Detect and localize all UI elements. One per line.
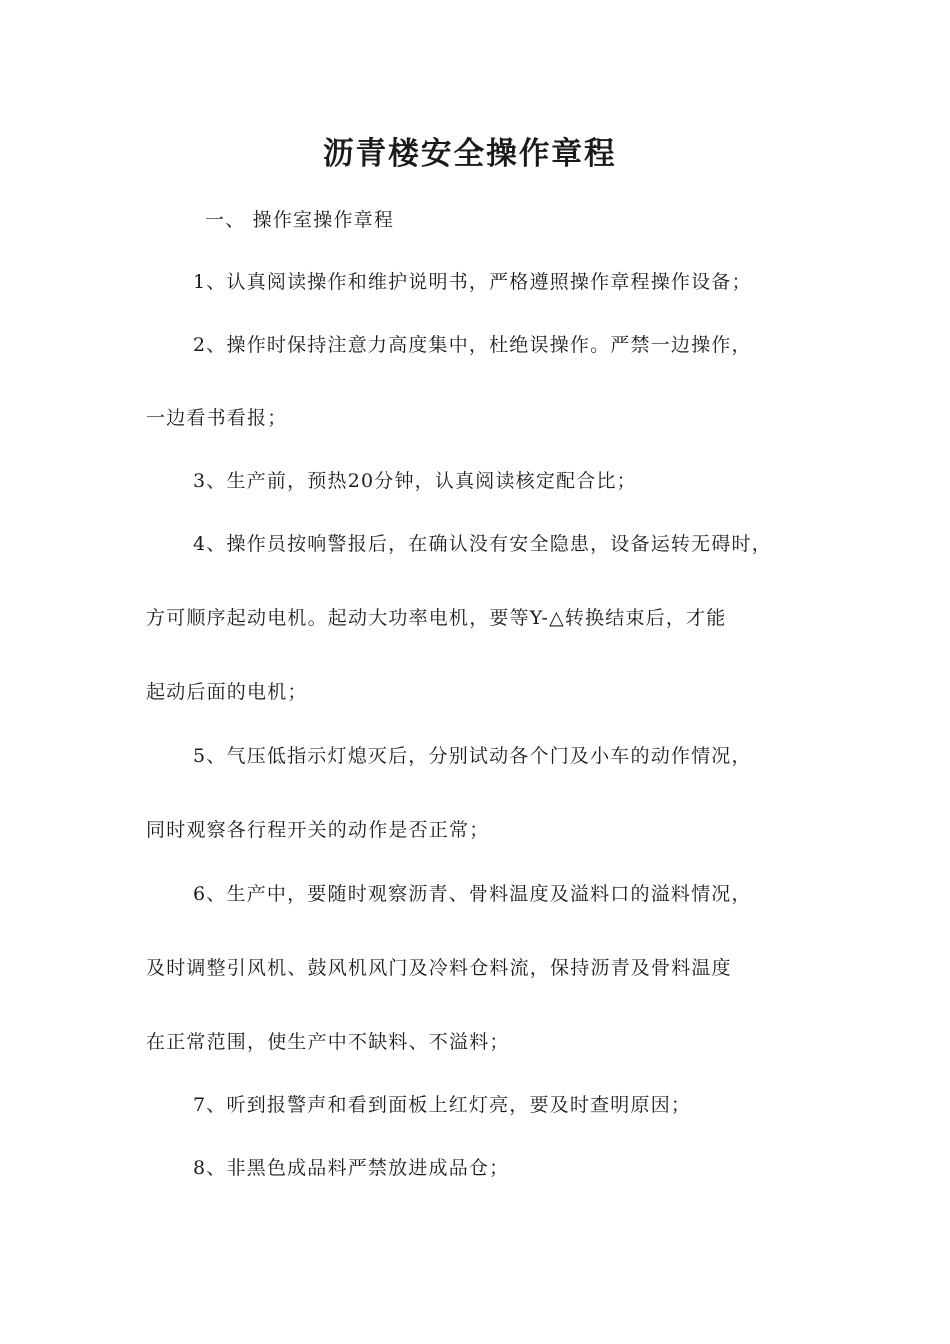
paragraph-line: 6、生产中，要随时观察沥青、骨料温度及溢料口的溢料情况， bbox=[193, 883, 752, 905]
section-heading: 一、 操作室操作章程 bbox=[205, 209, 395, 231]
paragraph-line: 1、认真阅读操作和维护说明书，严格遵照操作章程操作设备； bbox=[193, 271, 752, 293]
paragraph-line: 4、操作员按响警报后，在确认没有安全隐患，设备运转无碍时， bbox=[193, 533, 772, 555]
paragraph-line: 5、气压低指示灯熄灭后，分别试动各个门及小车的动作情况， bbox=[193, 745, 752, 767]
paragraph-line: 8、非黑色成品料严禁放进成品仓； bbox=[193, 1157, 510, 1179]
paragraph-line: 及时调整引风机、鼓风机风门及冷料仓料流，保持沥青及骨料温度 bbox=[146, 957, 732, 979]
paragraph-line: 一边看书看报； bbox=[146, 407, 288, 429]
paragraph-line: 3、生产前，预热20分钟，认真阅读核定配合比； bbox=[193, 470, 637, 492]
paragraph-line: 起动后面的电机； bbox=[146, 681, 308, 703]
paragraph-line: 同时观察各行程开关的动作是否正常； bbox=[146, 819, 490, 841]
document-title: 沥青楼安全操作章程 bbox=[322, 136, 617, 172]
paragraph-line: 2、操作时保持注意力高度集中，杜绝误操作。严禁一边操作， bbox=[193, 334, 752, 356]
paragraph-line: 7、听到报警声和看到面板上红灯亮，要及时查明原因； bbox=[193, 1094, 692, 1116]
paragraph-line: 在正常范围，使生产中不缺料、不溢料； bbox=[146, 1031, 510, 1053]
paragraph-line: 方可顺序起动电机。起动大功率电机，要等Y-△转换结束后，才能 bbox=[146, 607, 727, 629]
